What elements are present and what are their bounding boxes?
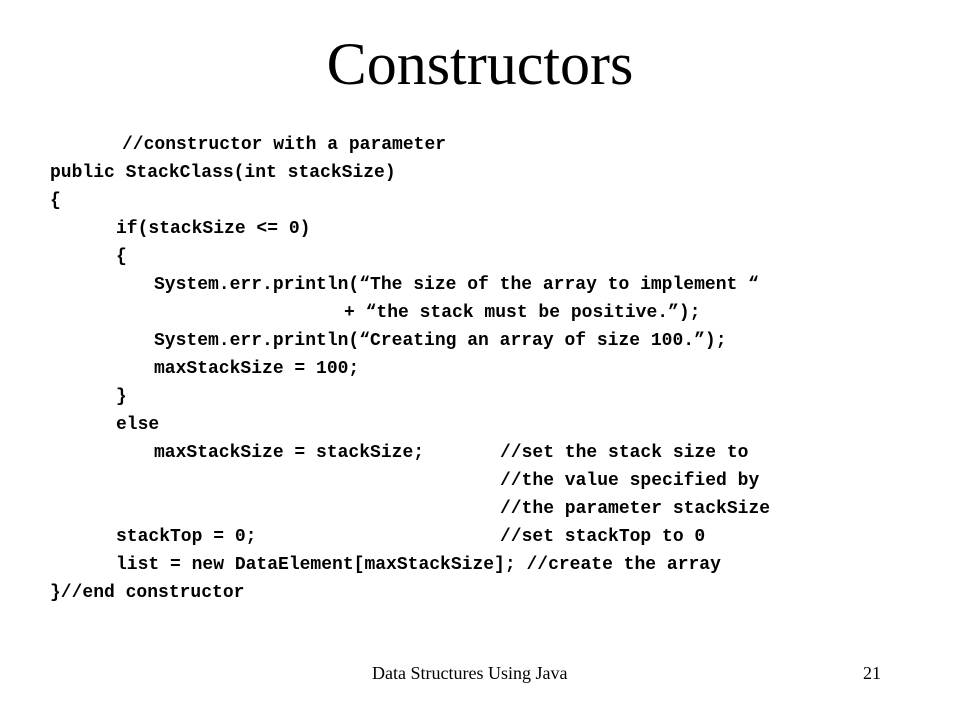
footer-course-title: Data Structures Using Java bbox=[372, 663, 568, 683]
code-line: list = new DataElement[maxStackSize]; //create the array bbox=[116, 555, 721, 575]
code-line: maxStackSize = stackSize; bbox=[154, 443, 425, 463]
code-line: } bbox=[116, 387, 127, 407]
code-comment: //the value specified by bbox=[500, 471, 760, 491]
code-line: System.err.println(“Creating an array of size 100.”); bbox=[154, 331, 727, 351]
code-line: { bbox=[50, 191, 61, 211]
code-line: }//end constructor bbox=[50, 583, 245, 603]
code-comment: //set the stack size to bbox=[500, 443, 749, 463]
code-line: else bbox=[116, 415, 160, 435]
code-line: stackTop = 0; bbox=[116, 527, 257, 547]
code-line: System.err.println(“The size of the array to implement “ bbox=[154, 275, 759, 295]
slide-title: Constructors bbox=[326, 31, 634, 97]
code-line: public StackClass(int stackSize) bbox=[50, 163, 396, 183]
code-line: if(stackSize <= 0) bbox=[116, 219, 311, 239]
code-comment: //set stackTop to 0 bbox=[500, 527, 706, 547]
code-line: { bbox=[116, 247, 127, 267]
code-line: maxStackSize = 100; bbox=[154, 359, 360, 379]
footer-page-number: 21 bbox=[863, 663, 881, 683]
code-line: + “the stack must be positive.”); bbox=[344, 303, 701, 323]
code-line: //constructor with a parameter bbox=[122, 135, 447, 155]
code-comment: //the parameter stackSize bbox=[500, 499, 771, 519]
